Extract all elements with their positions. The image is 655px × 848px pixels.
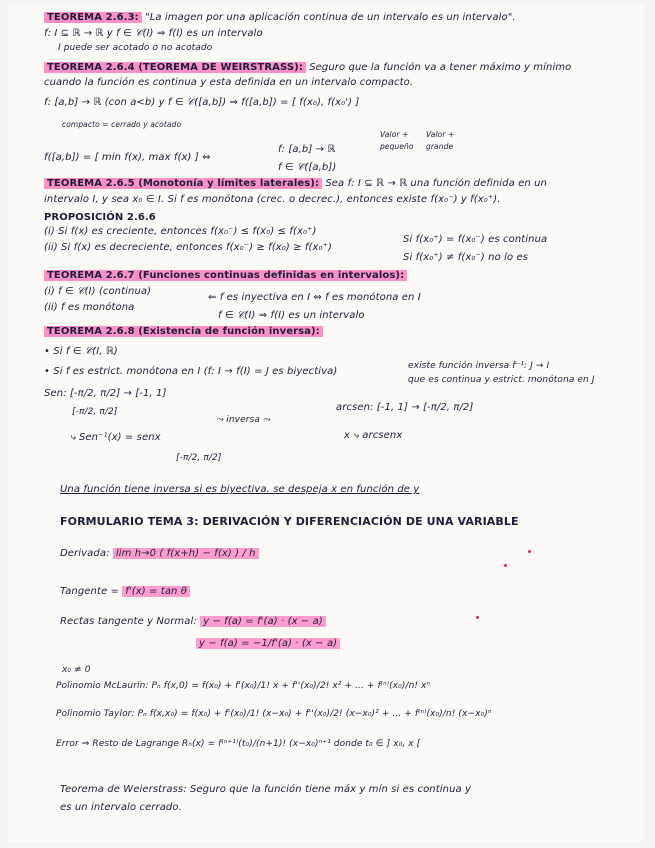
ink-dot: [504, 564, 507, 567]
note-line: ⤳ inversa ⤳: [216, 415, 271, 425]
notebook-page: [8, 4, 644, 842]
tangent-row: [60, 586, 190, 598]
tangent-normal-row: [60, 616, 326, 628]
lagrange-remainder: Error ⇒ Resto de Lagrange Rₙ(x) = f⁽ⁿ⁺¹⁾(t₀)/(n+1)! (x−x₀)ⁿ⁺¹ donde t₀ ∈ ] x₀, x [: [56, 739, 421, 749]
annotation-min: Valor + pequeño: [380, 130, 414, 151]
note-line: Sen: [-π/2, π/2] → [-1, 1]: [44, 388, 167, 399]
note-line: que es continua y estrict. monótona en J: [408, 375, 595, 385]
theorem-2-6-7: [44, 270, 407, 282]
theorem-label: TEOREMA 2.6.4 (TEOREMA DE WEIRSTRASS):: [44, 62, 306, 73]
note-line: • Si f ∈ 𝒞(I, ℝ): [44, 346, 118, 357]
theorem-2-6-4: [44, 62, 571, 74]
note-line: [-π/2, π/2]: [72, 407, 118, 417]
theorem-2-6-8: [44, 326, 323, 338]
theorem-text: "La imagen por una aplicación continua de un intervalo es un intervalo".: [145, 12, 516, 23]
proposition-title: PROPOSICIÓN 2.6.6: [44, 212, 156, 223]
theorem-text: Sea f: I ⊆ ℝ → ℝ una función definida en un: [325, 178, 547, 189]
annotation-max: Valor + grande: [426, 130, 455, 151]
note-line: (i) f ∈ 𝒞(I) (continua): [44, 286, 152, 297]
note-line: cuando la función es continua y esta definida en un intervalo compacto.: [44, 77, 414, 88]
note-line: intervalo I, y sea x₀ ∈ I. Si f es monótona (crec. o decrec.), entonces existe f(x₀⁻) y f(x₀⁺).: [44, 194, 501, 205]
theorem-label: TEOREMA 2.6.8 (Existencia de función inversa):: [44, 326, 323, 337]
note-line: Si f(x₀⁺) = f(x₀⁻) es continua: [403, 234, 548, 245]
note-line: ⤷ Sen⁻¹(x) = senx: [70, 432, 161, 443]
condition-line: f ∈ 𝒞([a,b]): [278, 162, 337, 173]
note-line: [-π/2, π/2]: [176, 453, 222, 463]
note-line: x₀ ≠ 0: [62, 665, 91, 675]
note-line: es un intervalo cerrado.: [60, 802, 182, 813]
mclaurin-formula: Polinomio McLaurin: Pₙ f(x,0) = f(x₀) + f'(x₀)/1! x + f''(x₀)/2! x² + ... + f⁽ⁿ⁾(x₀)/n! xⁿ: [56, 681, 431, 691]
normal-line-formula: y − f(a) = −1/f'(a) · (x − a): [196, 638, 340, 649]
taylor-formula: Polinomio Taylor: Pₙ f(x,x₀) = f(x₀) + f'(x₀)/1! (x−x₀) + f''(x₀)/2! (x−x₀)² + ... + f⁽ⁿ⁾(x₀)/n! (x−x₀)ⁿ: [56, 709, 492, 719]
note-line: I puede ser acotado o no acotado: [58, 43, 213, 53]
theorem-label: TEOREMA 2.6.3:: [44, 12, 142, 23]
theorem-2-6-5: [44, 178, 547, 190]
note-line: (ii) f es monótona: [44, 302, 135, 313]
note-line: compacto = cerrado y acotado: [62, 120, 182, 129]
note-line: arcsen: [-1, 1] → [-π/2, π/2]: [336, 402, 474, 413]
note-line: Si f(x₀⁺) ≠ f(x₀⁻) no lo es: [403, 252, 529, 263]
inverse-note: Una función tiene inversa si es biyectiva. se despeja x en función de y: [60, 484, 420, 495]
note-line: • Si f es estrict. monótona en I (f: I → f(I) = J es biyectiva): [44, 366, 338, 377]
note-line: x ⤷ arcsenx: [344, 430, 403, 441]
note-line: (i) Si f(x) es creciente, entonces f(x₀⁻) ≤ f(x₀) ≤ f(x₀⁺): [44, 226, 317, 237]
theorem-text: Seguro que la función va a tener máximo y mínimo: [309, 62, 572, 73]
weierstrass-summary: Teorema de Weierstrass: Seguro que la función tiene máx y mín si es continua y: [60, 784, 472, 795]
theorem-2-6-3: [44, 12, 516, 24]
row-label: Rectas tangente y Normal:: [60, 616, 197, 627]
note-line: ⇐ f es inyectiva en I ⇔ f es monótona en I: [208, 292, 421, 303]
condition-line: f: [a,b] → ℝ: [278, 144, 336, 155]
derivative-formula: lim h→0 ( f(x+h) − f(x) ) / h: [113, 548, 259, 559]
weierstrass-formula: f: [a,b] → ℝ (con a<b) y f ∈ 𝒞([a,b]) ⇒ f([a,b]) = [ f(x₀), f(x₀') ]: [44, 97, 360, 108]
note-line: f: I ⊆ ℝ → ℝ y f ∈ 𝒞(I) ⇒ f(I) es un intervalo: [44, 28, 263, 39]
note-line: (ii) Si f(x) es decreciente, entonces f(x₀⁻) ≥ f(x₀) ≥ f(x₀⁺): [44, 242, 333, 253]
formulary-title: FORMULARIO TEMA 3: DERIVACIÓN Y DIFERENCIACIÓN DE UNA VARIABLE: [60, 515, 519, 528]
row-label: Tangente =: [60, 586, 119, 597]
tangent-formula: f'(x) = tan θ: [122, 586, 190, 597]
theorem-label: TEOREMA 2.6.5 (Monotonía y límites laterales):: [44, 178, 322, 189]
note-line: f ∈ 𝒞(I) ⇒ f(I) es un intervalo: [218, 310, 365, 321]
derivative-row: [60, 548, 259, 560]
ink-dot: [476, 616, 479, 619]
tangent-line-formula: y − f(a) = f'(a) · (x − a): [200, 616, 326, 627]
note-line: f([a,b]) = [ min f(x), max f(x) ] ⇔: [44, 152, 211, 163]
theorem-label: TEOREMA 2.6.7 (Funciones continuas definidas en intervalos):: [44, 270, 407, 281]
ink-dot: [528, 550, 531, 553]
normal-row: [196, 638, 340, 650]
note-line: existe función inversa f⁻¹: J → I: [408, 361, 550, 371]
row-label: Derivada:: [60, 548, 110, 559]
